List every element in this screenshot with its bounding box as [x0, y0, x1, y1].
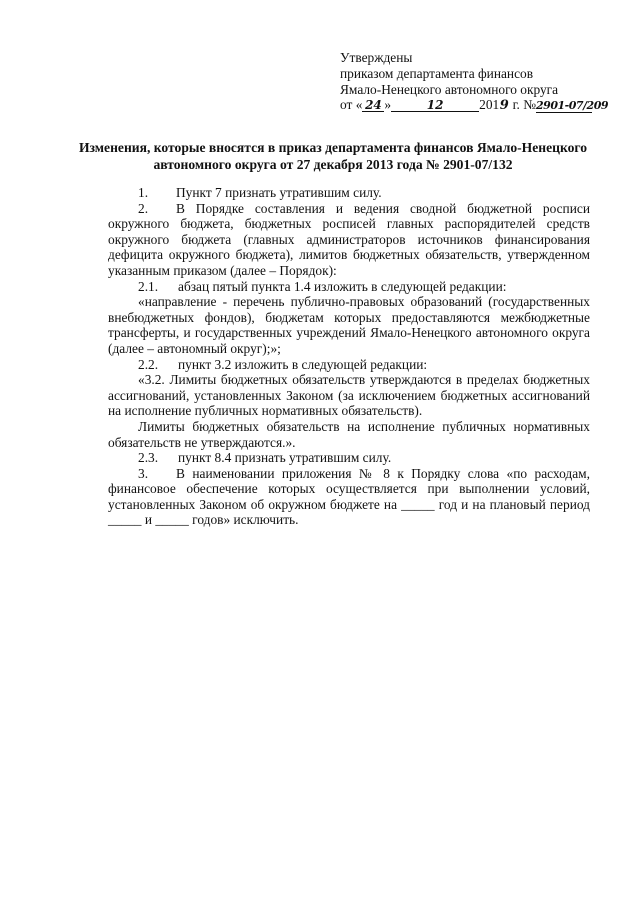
- paragraph-2-2: 2.2. пункт 3.2 изложить в следующей редакции:: [138, 356, 428, 372]
- approval-stamp: [340, 50, 608, 114]
- document-body: [108, 185, 590, 528]
- handwritten-order-number: 2901-07/209: [536, 99, 608, 113]
- handwritten-year-digit: 9: [499, 98, 509, 114]
- paragraph-2-1: 2.1. абзац пятый пункта 1.4 изложить в следующей редакции:: [138, 278, 507, 294]
- document-title: Изменения, которые вносятся в приказ департамента финансов Ямало-Ненецкого автономного округа от 27 декабря 2013 года № 2901-07/132: [78, 140, 588, 172]
- paragraph-1: 1. Пункт 7 признать утратившим силу.: [138, 185, 382, 200]
- paragraph-2-2-text-2: Лимиты бюджетных обязательств на исполнение публичных нормативных обязательств не утверждаются.».: [108, 418, 590, 450]
- paragraph-2: 2. В Порядке составления и ведения сводной бюджетной росписи окружного бюджета, бюджетных росписей главных распорядителей средств окружного бюджета (главных администраторов источников финансирования дефицита окружного бюджета), лимитов бюджетных обязательств, утвержденном указанным приказом (далее – Порядок):: [108, 200, 590, 278]
- paragraph-2-1-text: «направление - перечень публично-правовых образований (государственных внебюджетных фондов), бюджетам которых предоставляются межбюджетные трансферты, и государственных учреждений Ямало-Ненецкого автономного округа (далее – автономный округ);»;: [108, 294, 590, 356]
- handwritten-month: 12: [391, 99, 479, 112]
- handwritten-day: 24: [362, 99, 384, 112]
- approval-line-2: приказом департамента финансов: [340, 65, 534, 81]
- paragraph-3: 3. В наименовании приложения № 8 к Порядку слова «по расходам, финансовое обеспечение которых осуществляется при выполнении условий, установленных Законом об окружном бюджете на _____ год и на плановый период _____ и _____ годов» исключить.: [108, 465, 590, 528]
- approval-date-line: от « 24 » 12 2019 г. №2901-07/209: [340, 97, 608, 114]
- approval-line-1: Утверждены: [340, 50, 413, 65]
- paragraph-2-2-text: «3.2. Лимиты бюджетных обязательств утверждаются в пределах бюджетных ассигнований, установленных Законом (за исключением бюджетных ассигнований на исполнение публичных нормативных обязательств).: [108, 372, 590, 419]
- paragraph-2-3: 2.3. пункт 8.4 признать утратившим силу.: [138, 450, 392, 466]
- approval-line-3: Ямало-Ненецкого автономного округа: [340, 81, 559, 97]
